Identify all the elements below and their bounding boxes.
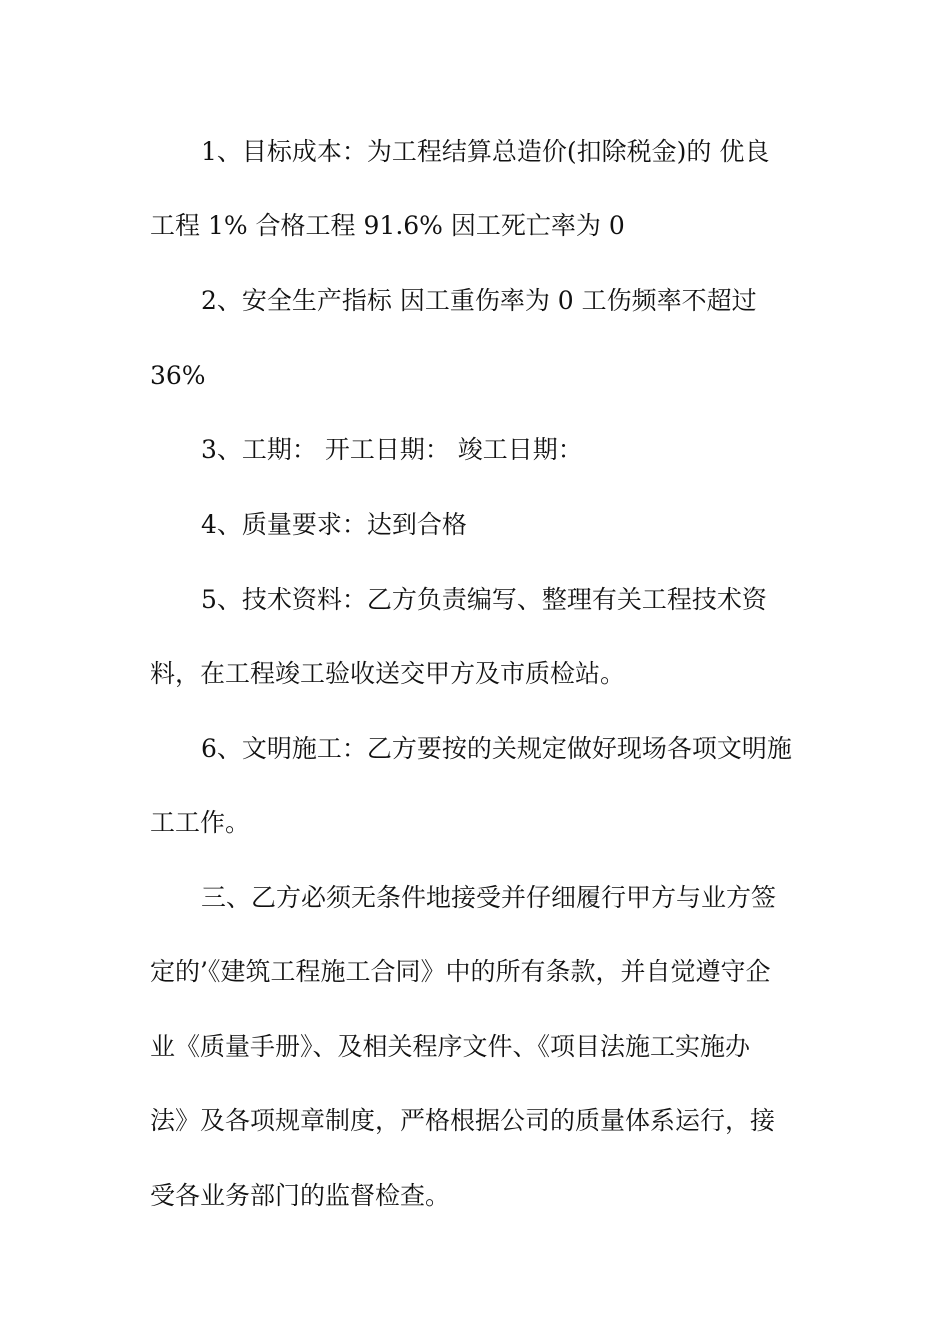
item-5-tech-docs: 5、技术资料：乙方负责编写、整理有关工程技术资 — [201, 585, 767, 614]
section-3-line-4: 法》及各项规章制度，严格根据公司的质量体系运行，接 — [150, 1106, 776, 1135]
item-1-continued: 工程 1% 合格工程 91.6% 因工死亡率为 0 — [150, 211, 625, 240]
item-2-continued: 36% — [150, 361, 206, 390]
section-3-paragraph: 三、乙方必须无条件地接受并仔细履行甲方与业方签 — [201, 883, 777, 912]
item-2-safety-indicators: 2、安全生产指标 因工重伤率为 0 工伤频率不超过 — [201, 286, 757, 315]
section-3-line-3: 业《质量手册》、及相关程序文件、《项目法施工实施办 — [150, 1032, 751, 1061]
item-3-schedule: 3、工期： 开工日期： 竣工日期： — [201, 435, 583, 464]
item-4-quality: 4、质量要求：达到合格 — [201, 510, 467, 539]
item-5-continued: 料，在工程竣工验收送交甲方及市质检站。 — [150, 659, 626, 688]
section-3-line-5: 受各业务部门的监督检查。 — [150, 1181, 451, 1210]
item-1-target-cost: 1、目标成本：为工程结算总造价(扣除税金)的 优良 — [201, 137, 770, 166]
section-3-line-2: 定的’《建筑工程施工合同》中的所有条款，并自觉遵守企 — [150, 957, 771, 986]
item-6-continued: 工工作。 — [150, 808, 251, 837]
item-6-civilized-construction: 6、文明施工：乙方要按的关规定做好现场各项文明施 — [201, 734, 792, 763]
